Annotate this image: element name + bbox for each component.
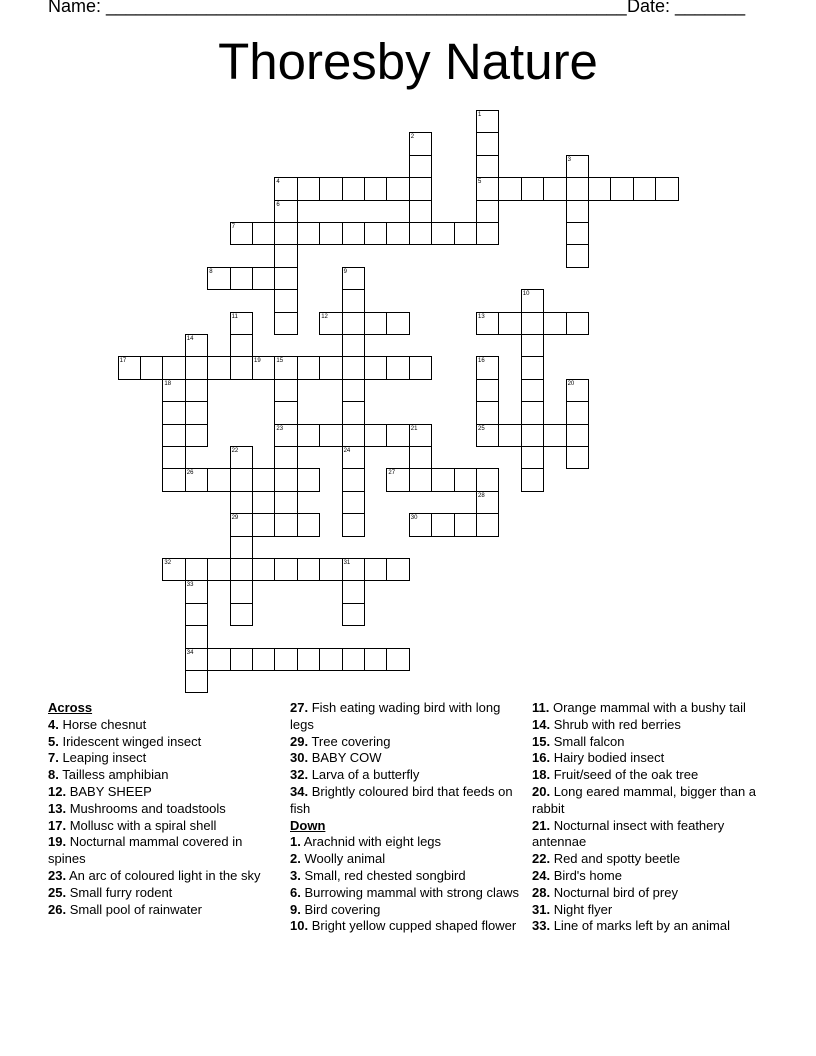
crossword-cell[interactable]	[521, 468, 544, 491]
crossword-cell[interactable]	[566, 200, 589, 223]
crossword-cell[interactable]	[140, 356, 163, 379]
clue-item	[290, 851, 522, 868]
clue-number: 4	[276, 179, 280, 186]
clue-item	[290, 918, 522, 935]
clue-text: Horse chesnut	[58, 716, 147, 732]
crossword-cell[interactable]	[342, 468, 365, 491]
crossword-cell[interactable]	[252, 468, 275, 491]
crossword-cell[interactable]	[162, 401, 185, 424]
crossword-cell[interactable]	[409, 468, 432, 491]
clue-number: 1	[478, 112, 482, 118]
crossword-cell[interactable]	[409, 222, 432, 245]
clue-number: 9	[343, 268, 347, 275]
crossword-cell[interactable]	[252, 267, 275, 290]
clue-number-label: 29.	[290, 733, 309, 749]
crossword-cell[interactable]	[431, 468, 454, 491]
crossword-cell[interactable]	[342, 513, 365, 536]
crossword-cell[interactable]	[274, 222, 297, 245]
clue-text: BABY SHEEP	[66, 783, 152, 799]
clue-item	[532, 885, 772, 902]
crossword-cell[interactable]	[566, 424, 589, 447]
clue-number: 5	[478, 179, 482, 186]
crossword-cell[interactable]	[274, 312, 297, 335]
clue-item	[48, 801, 280, 818]
clue-item	[532, 734, 772, 751]
crossword-cell[interactable]	[521, 177, 544, 200]
crossword-cell[interactable]	[274, 446, 297, 469]
clue-item	[532, 700, 772, 717]
crossword-cell[interactable]	[543, 177, 566, 200]
crossword-cell[interactable]	[297, 513, 320, 536]
crossword-cell[interactable]	[386, 356, 409, 379]
clue-text: Line of marks left by an animal	[550, 918, 730, 934]
crossword-cell[interactable]	[364, 222, 387, 245]
clue-text: Small pool of rainwater	[66, 901, 202, 917]
clue-text: Iridescent winged insect	[58, 733, 202, 749]
clue-number: 22	[231, 448, 239, 454]
clue-text: Larva of a butterfly	[308, 767, 420, 783]
clue-number: 19	[254, 358, 261, 365]
crossword-cell[interactable]	[342, 334, 365, 357]
clue-number-label: 10.	[290, 918, 309, 934]
crossword-cell[interactable]	[566, 177, 589, 200]
crossword-cell[interactable]	[207, 356, 230, 379]
clue-number-label: 28.	[532, 884, 551, 900]
clue-number-label: 6.	[290, 884, 301, 900]
clue-text: Mollusc with a spiral shell	[66, 817, 217, 833]
crossword-cell[interactable]	[274, 244, 297, 267]
clue-number-label: 16.	[532, 750, 551, 766]
crossword-cell[interactable]	[566, 312, 589, 335]
clue-item	[532, 784, 772, 818]
clue-number-label: 5.	[48, 733, 59, 749]
crossword-cell[interactable]	[521, 446, 544, 469]
clue-number: 23	[276, 425, 284, 432]
crossword-cell[interactable]	[207, 558, 230, 581]
crossword-cell[interactable]	[342, 648, 365, 671]
clue-heading-down: Down	[290, 817, 326, 833]
crossword-cell[interactable]	[543, 312, 566, 335]
crossword-cell[interactable]	[342, 356, 365, 379]
clue-text: Fish eating wading bird with long legs	[290, 700, 501, 732]
clue-item	[290, 868, 522, 885]
clue-number: 13	[478, 313, 485, 320]
crossword-cell[interactable]	[274, 379, 297, 402]
crossword-cell[interactable]	[274, 468, 297, 491]
crossword-cell[interactable]	[342, 424, 365, 447]
clue-item	[48, 784, 280, 801]
crossword-cell[interactable]	[319, 177, 342, 200]
clue-number-label: 27.	[290, 700, 309, 715]
crossword-cell[interactable]	[230, 536, 253, 559]
clue-number: 8	[209, 268, 213, 275]
crossword-cell[interactable]	[230, 648, 253, 671]
clue-heading-across: Across	[48, 700, 93, 715]
crossword-cell[interactable]	[230, 468, 253, 491]
crossword-cell[interactable]	[431, 513, 454, 536]
clue-text: Night flyer	[550, 901, 613, 917]
clue-number-label: 18.	[532, 767, 551, 783]
clue-text: Hairy bodied insect	[550, 750, 665, 766]
clue-number-label: 1.	[290, 834, 301, 850]
date-line: Date: _______	[627, 0, 746, 16]
crossword-cell[interactable]	[207, 648, 230, 671]
clue-text: Bird's home	[550, 867, 622, 883]
crossword-cell[interactable]	[230, 558, 253, 581]
clue-item	[290, 834, 522, 851]
crossword-cell[interactable]	[230, 334, 253, 357]
clue-number-label: 19.	[48, 834, 67, 850]
crossword-cell[interactable]	[342, 177, 365, 200]
crossword-cell[interactable]	[252, 648, 275, 671]
crossword-cell[interactable]	[498, 424, 521, 447]
clue-text: Orange mammal with a bushy tail	[549, 700, 746, 715]
clue-number-label: 8.	[48, 767, 59, 783]
clue-item	[48, 818, 280, 835]
clue-item	[48, 734, 280, 751]
crossword-cell[interactable]	[521, 379, 544, 402]
page-title: Thoresby Nature	[218, 33, 598, 90]
crossword-cell[interactable]	[431, 222, 454, 245]
clue-number-label: 14.	[532, 716, 551, 732]
crossword-cell[interactable]	[319, 424, 342, 447]
crossword-cell[interactable]	[409, 446, 432, 469]
crossword-cell[interactable]	[274, 513, 297, 536]
clue-number: 11	[231, 313, 238, 320]
clue-number-label: 13.	[48, 800, 67, 816]
clue-number-label: 32.	[290, 767, 309, 783]
crossword-cell[interactable]	[476, 132, 499, 155]
clue-number: 17	[119, 358, 127, 365]
name-line: Name: ____________________________________________________	[48, 0, 627, 16]
clue-number: 14	[186, 336, 194, 342]
clue-number: 27	[388, 470, 396, 477]
clue-number-label: 22.	[532, 851, 551, 867]
crossword-cell[interactable]	[274, 401, 297, 424]
crossword-cell[interactable]	[342, 289, 365, 312]
clue-item	[48, 767, 280, 784]
clue-text: Tailless amphibian	[58, 767, 169, 783]
clue-number: 3	[567, 156, 571, 163]
clue-column-2	[290, 700, 522, 935]
clue-number: 6	[276, 201, 280, 208]
crossword-cell[interactable]	[386, 558, 409, 581]
crossword-cell[interactable]	[252, 222, 275, 245]
clue-number: 29	[231, 515, 239, 522]
crossword-cell[interactable]	[364, 177, 387, 200]
crossword-cell[interactable]	[476, 513, 499, 536]
clue-number-label: 11.	[532, 700, 550, 715]
clue-number-label: 20.	[532, 783, 551, 799]
clue-number-label: 31.	[532, 901, 551, 917]
clue-number-label: 4.	[48, 716, 59, 732]
clue-number: 20	[567, 380, 575, 387]
clue-number: 31	[343, 560, 351, 566]
clue-text: Nocturnal mammal covered in spines	[48, 834, 243, 867]
crossword-cell[interactable]	[566, 401, 589, 424]
clue-text: Red and spotty beetle	[550, 851, 681, 867]
clue-number-label: 17.	[48, 817, 67, 833]
crossword-cell[interactable]	[297, 648, 320, 671]
crossword-cell[interactable]	[454, 222, 477, 245]
clue-item	[532, 767, 772, 784]
crossword-cell[interactable]	[566, 222, 589, 245]
clue-text: Small furry rodent	[66, 884, 173, 900]
clue-text: Small, red chested songbird	[300, 867, 466, 883]
clue-item	[48, 885, 280, 902]
crossword-cell[interactable]	[162, 424, 185, 447]
clue-number: 10	[522, 291, 530, 298]
crossword-cell[interactable]	[185, 670, 208, 693]
clue-number: 7	[231, 224, 235, 230]
crossword-cell[interactable]	[364, 356, 387, 379]
clue-item	[290, 767, 522, 784]
clue-text: Nocturnal bird of prey	[550, 884, 678, 900]
crossword-cell[interactable]	[386, 424, 409, 447]
crossword-cell[interactable]	[566, 446, 589, 469]
clue-text: Tree covering	[308, 733, 391, 749]
crossword-cell[interactable]	[386, 312, 409, 335]
clue-text: Mushrooms and toadstools	[66, 800, 226, 816]
crossword-cell[interactable]	[162, 356, 185, 379]
crossword-cell[interactable]	[230, 580, 253, 603]
crossword-cell[interactable]	[655, 177, 678, 200]
clue-item	[290, 734, 522, 751]
clue-item	[48, 868, 280, 885]
crossword-cell[interactable]	[386, 222, 409, 245]
crossword-cell[interactable]	[342, 491, 365, 514]
crossword-cell[interactable]	[633, 177, 656, 200]
crossword-cell[interactable]	[498, 177, 521, 200]
clue-number-label: 15.	[532, 733, 551, 749]
crossword-cell[interactable]	[454, 468, 477, 491]
crossword-cell[interactable]	[364, 424, 387, 447]
crossword-cell[interactable]	[364, 312, 387, 335]
crossword-cell[interactable]	[610, 177, 633, 200]
crossword-cell[interactable]	[185, 558, 208, 581]
clue-item	[532, 902, 772, 919]
crossword-cell[interactable]	[185, 625, 208, 648]
clue-text: Arachnid with eight legs	[300, 834, 442, 850]
clue-number-label: 2.	[290, 851, 301, 867]
crossword-cell[interactable]	[476, 200, 499, 223]
crossword-cell[interactable]	[319, 558, 342, 581]
clue-number-label: 34.	[290, 783, 309, 799]
clue-number: 16	[478, 358, 485, 365]
crossword-cell[interactable]	[319, 222, 342, 245]
clue-item	[48, 750, 280, 767]
crossword-cell[interactable]	[521, 334, 544, 357]
clue-number: 30	[410, 515, 418, 522]
crossword-cell[interactable]	[409, 177, 432, 200]
crossword-cell[interactable]	[185, 356, 208, 379]
crossword-cell[interactable]	[274, 267, 297, 290]
clue-number: 18	[164, 380, 172, 387]
clue-number-label: 30.	[290, 750, 309, 766]
crossword-cell[interactable]	[364, 558, 387, 581]
crossword-cell[interactable]	[521, 424, 544, 447]
crossword-cell[interactable]	[454, 513, 477, 536]
clue-text: Bird covering	[300, 901, 381, 917]
clue-item	[290, 700, 522, 734]
clue-text: Shrub with red berries	[550, 716, 681, 732]
crossword-cell[interactable]	[274, 558, 297, 581]
clue-number: 15	[276, 358, 284, 365]
clue-number: 25	[478, 425, 485, 432]
clue-number: 33	[186, 582, 194, 589]
crossword-cell[interactable]	[230, 603, 253, 626]
crossword-cell[interactable]	[476, 401, 499, 424]
clue-column-3	[532, 700, 772, 935]
clue-item	[48, 902, 280, 919]
crossword-cell[interactable]	[543, 424, 566, 447]
crossword-cell[interactable]	[297, 468, 320, 491]
crossword-cell[interactable]	[521, 401, 544, 424]
crossword-cell[interactable]	[274, 491, 297, 514]
crossword-cell[interactable]	[185, 379, 208, 402]
crossword-cell[interactable]	[476, 222, 499, 245]
clue-item	[532, 818, 772, 852]
clue-item	[532, 750, 772, 767]
crossword-cell[interactable]	[297, 356, 320, 379]
crossword-cell[interactable]	[342, 379, 365, 402]
clue-text: Bright yellow cupped shaped flower	[308, 918, 517, 934]
crossword-cell[interactable]	[498, 312, 521, 335]
crossword-cell[interactable]	[185, 401, 208, 424]
clue-number-label: 24.	[532, 867, 551, 883]
clue-text: Burrowing mammal with strong claws	[300, 884, 520, 900]
crossword-cell[interactable]	[319, 648, 342, 671]
clue-number: 24	[343, 448, 351, 454]
clue-item	[48, 717, 280, 734]
crossword-cell[interactable]	[409, 356, 432, 379]
crossword-cell[interactable]	[230, 356, 253, 379]
clue-number: 21	[410, 425, 418, 432]
clue-text: Long eared mammal, bigger than a rabbit	[532, 783, 757, 816]
clue-item	[290, 750, 522, 767]
clue-number: 2	[410, 134, 415, 141]
clue-number-label: 12.	[48, 783, 67, 799]
crossword-cell[interactable]	[230, 267, 253, 290]
crossword-cell[interactable]	[252, 513, 275, 536]
crossword-cell[interactable]	[409, 155, 432, 178]
clue-number: 32	[164, 560, 172, 566]
crossword-cell[interactable]	[476, 379, 499, 402]
clue-item	[290, 885, 522, 902]
crossword-cell[interactable]	[476, 155, 499, 178]
crossword-cell[interactable]	[185, 424, 208, 447]
clue-item	[532, 918, 772, 935]
clue-text: Nocturnal insect with feathery antennae	[532, 817, 725, 850]
crossword-cell[interactable]	[566, 244, 589, 267]
crossword-cell[interactable]	[297, 558, 320, 581]
clue-item	[532, 868, 772, 885]
clue-item	[290, 902, 522, 919]
crossword-cell[interactable]	[274, 289, 297, 312]
crossword-cell[interactable]	[342, 222, 365, 245]
crossword-cell[interactable]	[342, 401, 365, 424]
clue-text: An arc of coloured light in the sky	[66, 867, 261, 883]
crossword-cell[interactable]	[386, 177, 409, 200]
clue-text: BABY COW	[308, 750, 382, 766]
crossword-cell[interactable]	[162, 446, 185, 469]
clue-number-label: 23.	[48, 867, 67, 883]
clue-text: Brightly coloured bird that feeds on fish	[290, 783, 513, 816]
clue-text: Leaping insect	[58, 750, 147, 766]
crossword-cell[interactable]	[319, 356, 342, 379]
crossword-cell[interactable]	[274, 648, 297, 671]
clue-number-label: 33.	[532, 918, 551, 934]
clue-number: 28	[478, 492, 485, 499]
crossword-cell[interactable]	[162, 468, 185, 491]
clue-number-label: 26.	[48, 901, 67, 917]
clue-item	[532, 717, 772, 734]
clue-column-1	[48, 700, 280, 918]
clue-number: 12	[321, 313, 328, 320]
clue-text: Small falcon	[550, 733, 625, 749]
clue-number-label: 25.	[48, 884, 67, 900]
clue-item	[532, 851, 772, 868]
clue-text: Fruit/seed of the oak tree	[550, 767, 699, 783]
clue-text: Woolly animal	[300, 851, 386, 867]
crossword-cell[interactable]	[342, 603, 365, 626]
crossword-cell[interactable]	[297, 424, 320, 447]
clue-number: 34	[186, 649, 194, 656]
clue-item	[48, 834, 280, 868]
crossword-cell[interactable]	[521, 312, 544, 335]
crossword-cell[interactable]	[252, 558, 275, 581]
crossword-cell[interactable]	[185, 603, 208, 626]
crossword-cell[interactable]	[342, 312, 365, 335]
crossword-cell[interactable]	[386, 648, 409, 671]
crossword-cell[interactable]	[342, 580, 365, 603]
crossword-cell[interactable]	[409, 200, 432, 223]
clue-number-label: 3.	[290, 867, 301, 883]
crossword-cell[interactable]	[364, 648, 387, 671]
crossword-cell[interactable]	[297, 222, 320, 245]
crossword-cell[interactable]	[297, 177, 320, 200]
clue-number-label: 9.	[290, 901, 301, 917]
crossword-cell[interactable]	[207, 468, 230, 491]
clue-item	[290, 784, 522, 818]
crossword-cell[interactable]	[588, 177, 611, 200]
clue-number-label: 21.	[532, 817, 551, 833]
clue-number-label: 7.	[48, 750, 59, 766]
crossword-cell[interactable]	[476, 468, 499, 491]
clue-number: 26	[186, 470, 194, 477]
crossword-cell[interactable]	[521, 356, 544, 379]
crossword-cell[interactable]	[230, 491, 253, 514]
